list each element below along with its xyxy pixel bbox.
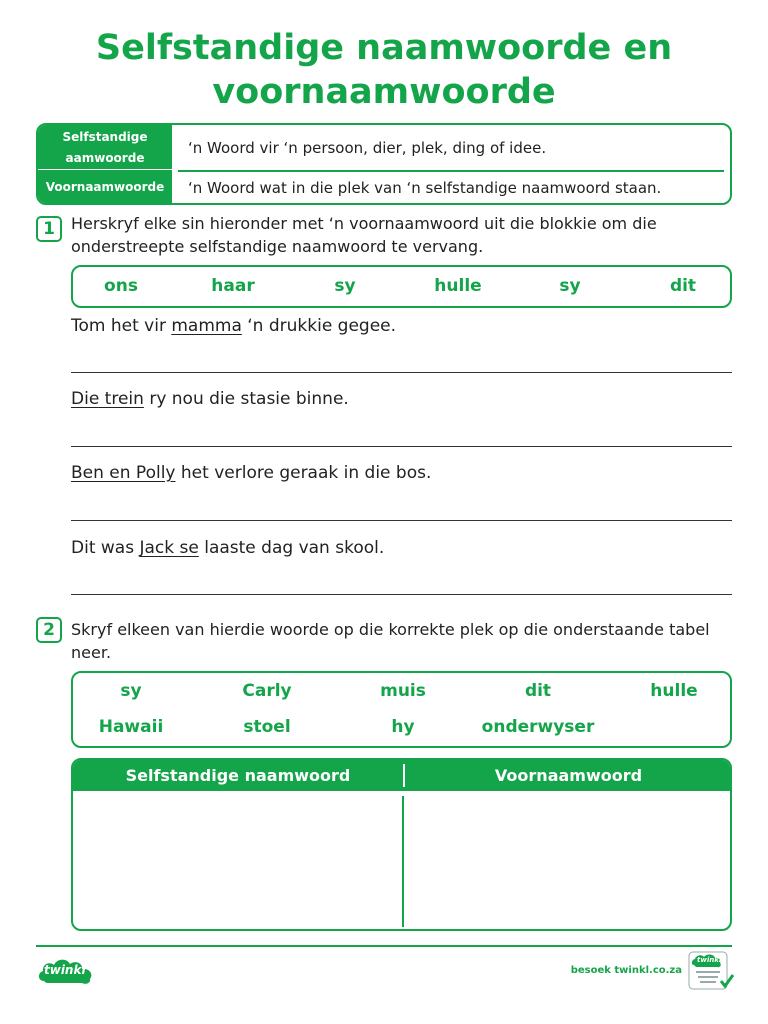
word-bank-item: muis — [380, 681, 426, 701]
footer-divider — [36, 945, 732, 947]
word-bank-item: hy — [391, 717, 415, 737]
question-number-2: 2 — [36, 617, 62, 643]
column-header-pronouns: Voornaamwoord — [494, 766, 643, 785]
quality-badge — [688, 951, 734, 991]
word-bank-item: Hawaii — [98, 717, 164, 737]
question-2-instruction: Skryf elkeen van hierdie woorde op die korrekte plek op die onderstaande tabel neer. — [71, 620, 710, 662]
table-header — [73, 760, 730, 791]
word-bank-item: sy — [120, 681, 142, 701]
word-bank-item: Carly — [242, 681, 292, 701]
answer-line-3[interactable] — [71, 520, 732, 521]
sentence-text: laaste dag van skool. — [198, 538, 385, 558]
word-bank-item: stoel — [243, 717, 291, 737]
underlined-noun: Ben en Polly — [71, 463, 176, 483]
word-bank-item: haar — [211, 276, 255, 296]
word-bank-item: dit — [524, 681, 552, 701]
sentence-text: Dit was — [71, 538, 140, 558]
column-header-nouns: Selfstandige naamwoord — [125, 766, 351, 785]
nouns-answer-area[interactable] — [73, 791, 402, 931]
twinkl-logo — [36, 955, 98, 987]
sentence-4 — [71, 538, 384, 558]
logo-text: twinkl — [44, 963, 86, 977]
answer-line-4[interactable] — [71, 594, 732, 595]
word-bank-item: onderwyser — [481, 717, 595, 737]
sentence-3 — [71, 463, 431, 483]
sorting-table — [71, 758, 732, 931]
sentence-1 — [71, 316, 396, 336]
word-bank-2 — [71, 671, 732, 748]
question-1-instruction: Herskryf elke sin hieronder met ‘n voornaamwoord uit die blokkie om die onderstreepte selfstandige naamwoord te vervang. — [71, 214, 657, 256]
definition-row-nouns — [38, 125, 730, 170]
word-bank-item: sy — [334, 276, 356, 296]
word-bank-item: ons — [104, 276, 138, 296]
pronouns-answer-area[interactable] — [404, 791, 732, 931]
definition-term: Selfstandige aamwoorde — [38, 125, 172, 170]
word-bank-item: hulle — [650, 681, 698, 701]
definition-text: ‘n Woord vir ‘n persoon, dier, plek, ding of idee. — [188, 138, 547, 157]
underlined-noun: Jack se — [139, 538, 199, 558]
sentence-text: ry nou die stasie binne. — [143, 389, 349, 409]
sentence-text: het verlore geraak in die bos. — [175, 463, 432, 483]
word-bank-item: dit — [669, 276, 697, 296]
word-bank-1 — [71, 265, 732, 308]
page-title: Selfstandige naamwoorde en voornaamwoorde — [95, 28, 673, 112]
definition-row-pronouns — [38, 170, 730, 205]
underlined-noun: mamma — [171, 316, 242, 336]
badge-text: twinkl — [697, 956, 722, 964]
word-bank-item: hulle — [434, 276, 482, 296]
answer-line-1[interactable] — [71, 372, 732, 373]
definitions-box — [36, 123, 732, 205]
footer-link[interactable]: besoek twinkl.co.za — [570, 965, 682, 976]
answer-line-2[interactable] — [71, 446, 732, 447]
sentence-text: ‘n drukkie gegee. — [241, 316, 397, 336]
underlined-noun: Die trein — [71, 389, 144, 409]
sentence-text: Tom het vir — [71, 316, 172, 336]
definition-text: ‘n Woord wat in die plek van ‘n selfstandige naamwoord staan. — [188, 178, 662, 197]
definition-term: Voornaamwoorde — [38, 170, 172, 205]
word-bank-item: sy — [559, 276, 581, 296]
question-number-1: 1 — [36, 216, 62, 242]
sentence-2 — [71, 389, 349, 409]
